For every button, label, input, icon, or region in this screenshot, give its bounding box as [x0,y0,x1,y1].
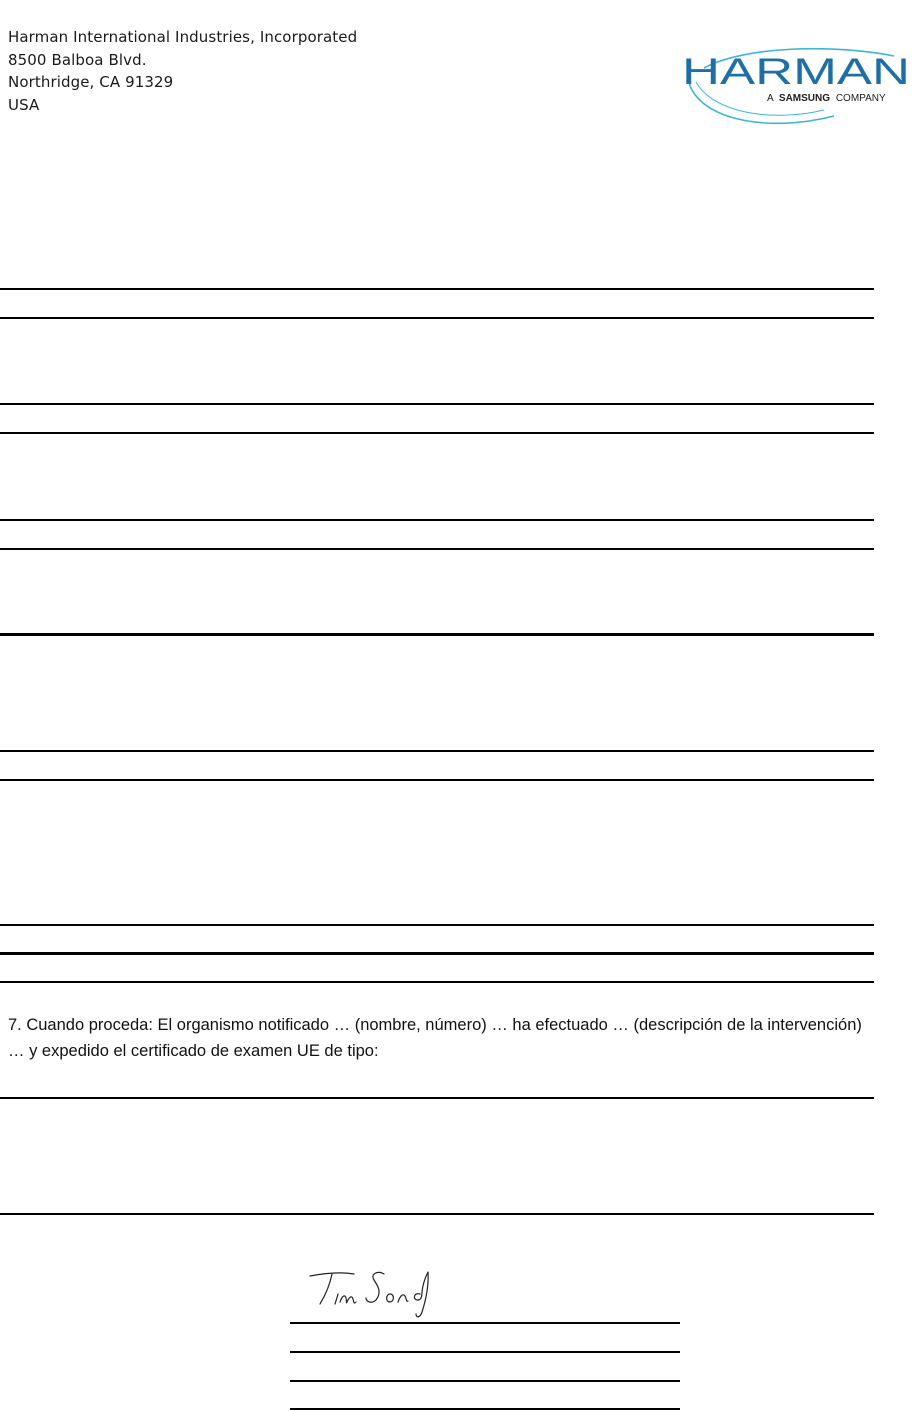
logo-tagline-suffix: COMPANY [835,93,886,104]
form-rule-13 [0,1097,874,1099]
logo-tagline-brand: SAMSUNG [778,93,831,104]
logo-wordmark: HARMAN [682,51,910,92]
address-line-country: USA [8,95,40,114]
company-address [8,26,357,116]
form-rule-5 [0,519,874,521]
form-rule-7 [0,633,874,636]
form-rule-14 [0,1213,874,1215]
logo-tagline [767,93,886,104]
form-rule-4 [0,432,874,434]
form-rule-8 [0,750,874,752]
section-7-text: 7. Cuando proceda: El organismo notificado … (nombre, número) … ha efectuado … (descripción de la intervención) … y expedido el certificado de examen UE de tipo: [8,1016,862,1060]
signature-line-2 [290,1351,680,1353]
logo-tagline-prefix: A [767,93,774,104]
address-line-street: 8500 Balboa Blvd. [8,50,147,69]
form-rule-6 [0,548,874,550]
signature-line-3 [290,1380,680,1382]
form-rule-3 [0,403,874,405]
handwritten-signature [308,1264,448,1322]
address-line-city: Northridge, CA 91329 [8,73,174,91]
signature-line-4 [290,1408,680,1410]
signature-line-1 [290,1322,680,1324]
address-line-company: Harman International Industries, Incorporated [8,28,358,46]
form-rule-10 [0,924,874,926]
form-rule-12 [0,981,874,983]
form-rule-2 [0,317,874,319]
form-rule-1 [0,288,874,290]
form-rule-9 [0,779,874,781]
harman-logo [674,48,914,130]
form-rule-11 [0,952,874,955]
